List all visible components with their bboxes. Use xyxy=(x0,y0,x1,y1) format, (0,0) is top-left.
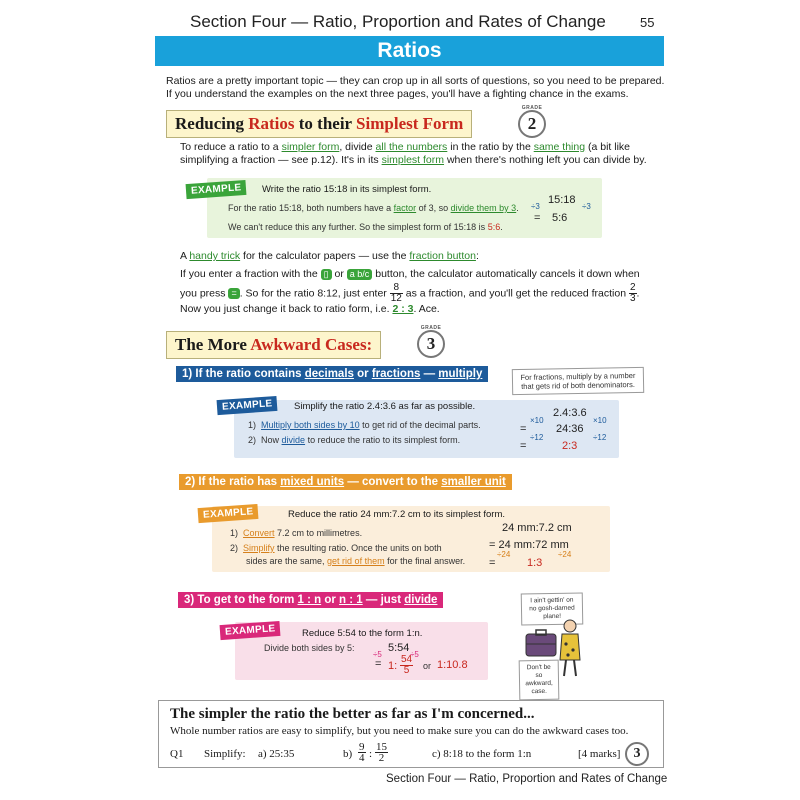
example3-step2-cont: sides are the same, get rid of them for the final answer. xyxy=(246,556,466,566)
calc-eq: = xyxy=(534,212,541,224)
multiply-label-right: ×10 xyxy=(593,416,607,425)
summary-title: The simpler the ratio the better as far as I'm concerned... xyxy=(170,706,535,722)
subheading-form-1n: 3) To get to the form 1 : n or n : 1 — just divide xyxy=(178,592,443,608)
question-b-colon: : xyxy=(369,748,373,760)
example3-step2: 2) Simplify the resulting ratio. Once the units on both xyxy=(230,543,442,553)
divide-label-right: ÷24 xyxy=(558,550,572,559)
example2-step2: 2) Now divide to reduce the ratio to its simplest form. xyxy=(248,435,461,445)
fraction-9-4: $\frac{9}{4}$ xyxy=(359,741,365,764)
math-2-3: 2:3 xyxy=(562,440,578,452)
fraction-54-5: $\frac{54}{5}$ xyxy=(401,654,413,676)
intro-paragraph: Ratios are a pretty important topic — they can crop up in all sorts of questions, so you need to be prepared. If you understand the examples on the next three pages, you'll have a fighting chance in the exams. xyxy=(166,75,665,100)
multiply-label-left: ×10 xyxy=(530,416,544,425)
page-number: 55 xyxy=(640,15,655,30)
divide-label-right: ÷3 xyxy=(582,202,591,211)
divide-label-left: ÷12 xyxy=(530,433,544,442)
divide-label-right: ÷12 xyxy=(593,433,607,442)
footer-section-title: Section Four — Ratio, Proportion and Rates of Change xyxy=(386,773,668,785)
question-b-label: b) xyxy=(343,748,353,760)
section1-paragraph: To reduce a ratio to a simpler form, divide all the numbers in the ratio by the same thing (a bit like simplifying a fraction — see p.12). It's in its simplest form when there's nothing left you can divide by. xyxy=(180,141,647,166)
math-2.4-3.6: 2.4:3.6 xyxy=(553,407,587,419)
section1-heading: Reducing Ratios to their Simplest Form xyxy=(166,110,472,138)
grade-badge-3: GRADE 3 xyxy=(417,330,445,358)
math-eq: = xyxy=(489,557,496,569)
example4-step: Divide both sides by 5: xyxy=(264,643,355,653)
trick-line2: If you enter a fraction with the ▯ or a b/c button, the calculator automatically cancels it down when xyxy=(180,268,640,280)
example-tag: EXAMPLE xyxy=(220,621,281,640)
math-24mm-7.2cm: 24 mm:7.2 cm xyxy=(502,522,572,534)
speech-bubble-top: I ain't gettin' on no gosh-darned plane! xyxy=(521,592,584,625)
fraction-15-2: $\frac{15}{2}$ xyxy=(376,741,387,764)
example-question: Write the ratio 15:18 in its simplest form. xyxy=(262,184,432,195)
math-eq: = xyxy=(375,658,382,670)
example-line2: We can't reduce this any further. So the simplest form of 15:18 is 5:6. xyxy=(228,222,503,232)
question-label: Simplify: xyxy=(204,748,246,760)
fraction-8-12: $\frac{8}{12}$ xyxy=(390,282,402,304)
math-eq: = xyxy=(520,440,527,452)
summary-subtitle: Whole number ratios are easy to simplify, but you need to make sure you can do the awkward cases too. xyxy=(170,725,629,737)
section2-heading: The More Awkward Cases: xyxy=(166,331,381,359)
trick-line1: A handy trick for the calculator papers — use the fraction button: xyxy=(180,250,479,262)
example-tag: EXAMPLE xyxy=(186,180,247,199)
example3-step1: 1) Convert 7.2 cm to millimetres. xyxy=(230,528,363,538)
math-1-colon: 1: xyxy=(388,660,398,672)
divide-label-right: ÷5 xyxy=(410,650,419,659)
subheading-mixed-units: 2) If the ratio has mixed units — convert to the smaller unit xyxy=(179,474,512,490)
example2-question: Simplify the ratio 2.4:3.6 as far as possible. xyxy=(294,401,476,412)
math-5-54: 5:54 xyxy=(388,642,410,654)
example2-step1: 1) Multiply both sides by 10 to get rid of the decimal parts. xyxy=(248,420,481,430)
calc-bottom: 5:6 xyxy=(552,212,568,224)
math-1-3: 1:3 xyxy=(527,557,543,569)
section-header: Section Four — Ratio, Proportion and Rates of Change xyxy=(190,12,606,31)
math-24mm-72mm: = 24 mm:72 mm xyxy=(489,539,569,551)
example3-question: Reduce the ratio 24 mm:7.2 cm to its simplest form. xyxy=(288,509,505,520)
grade-badge: GRADE 2 xyxy=(518,110,546,138)
example-line1: For the ratio 15:18, both numbers have a factor of 3, so divide them by 3. xyxy=(228,203,519,213)
divide-label-left: ÷24 xyxy=(497,550,511,559)
question-c: c) 8:18 to the form 1:n xyxy=(432,748,532,760)
math-eq: = xyxy=(520,423,527,435)
example4-question: Reduce 5:54 to the form 1:n. xyxy=(302,628,423,639)
page-title: Ratios xyxy=(377,39,442,62)
grade-badge-question: 3 xyxy=(625,742,649,766)
divide-label-left: ÷3 xyxy=(531,202,540,211)
divide-label-left: ÷5 xyxy=(373,650,382,659)
fraction-key: ▯ xyxy=(321,269,332,280)
abc-key: a b/c xyxy=(347,269,373,280)
trick-line4: Now you just change it back to ratio form, i.e. 2 : 3. Ace. xyxy=(180,303,440,315)
example-tag: EXAMPLE xyxy=(217,396,278,415)
fraction-2-3: $\frac{2}{3}$ xyxy=(629,282,636,304)
calc-top: 15:18 xyxy=(548,194,576,206)
fractions-note: For fractions, multiply by a number that gets rid of both denominators. xyxy=(512,367,644,395)
math-24-36: 24:36 xyxy=(556,423,584,435)
subheading-decimals: 1) If the ratio contains decimals or fractions — multiply xyxy=(176,366,488,382)
marks-label: [4 marks] xyxy=(578,748,621,760)
equals-key: = xyxy=(228,288,239,299)
trick-line3: you press = . So for the ratio 8:12, just enter $\frac{8}{12}$ as a fraction, and you'll get the reduced fraction $\frac{2}{3}$ . xyxy=(180,282,640,304)
question-number: Q1 xyxy=(170,748,184,760)
or-label: or xyxy=(423,661,432,671)
math-1-10.8: 1:10.8 xyxy=(437,659,468,671)
title-bar xyxy=(155,36,664,66)
example-tag: EXAMPLE xyxy=(198,504,259,523)
speech-bubble-bottom: Don't be so awkward, case. xyxy=(519,660,560,701)
question-a: a) 25:35 xyxy=(258,748,295,760)
